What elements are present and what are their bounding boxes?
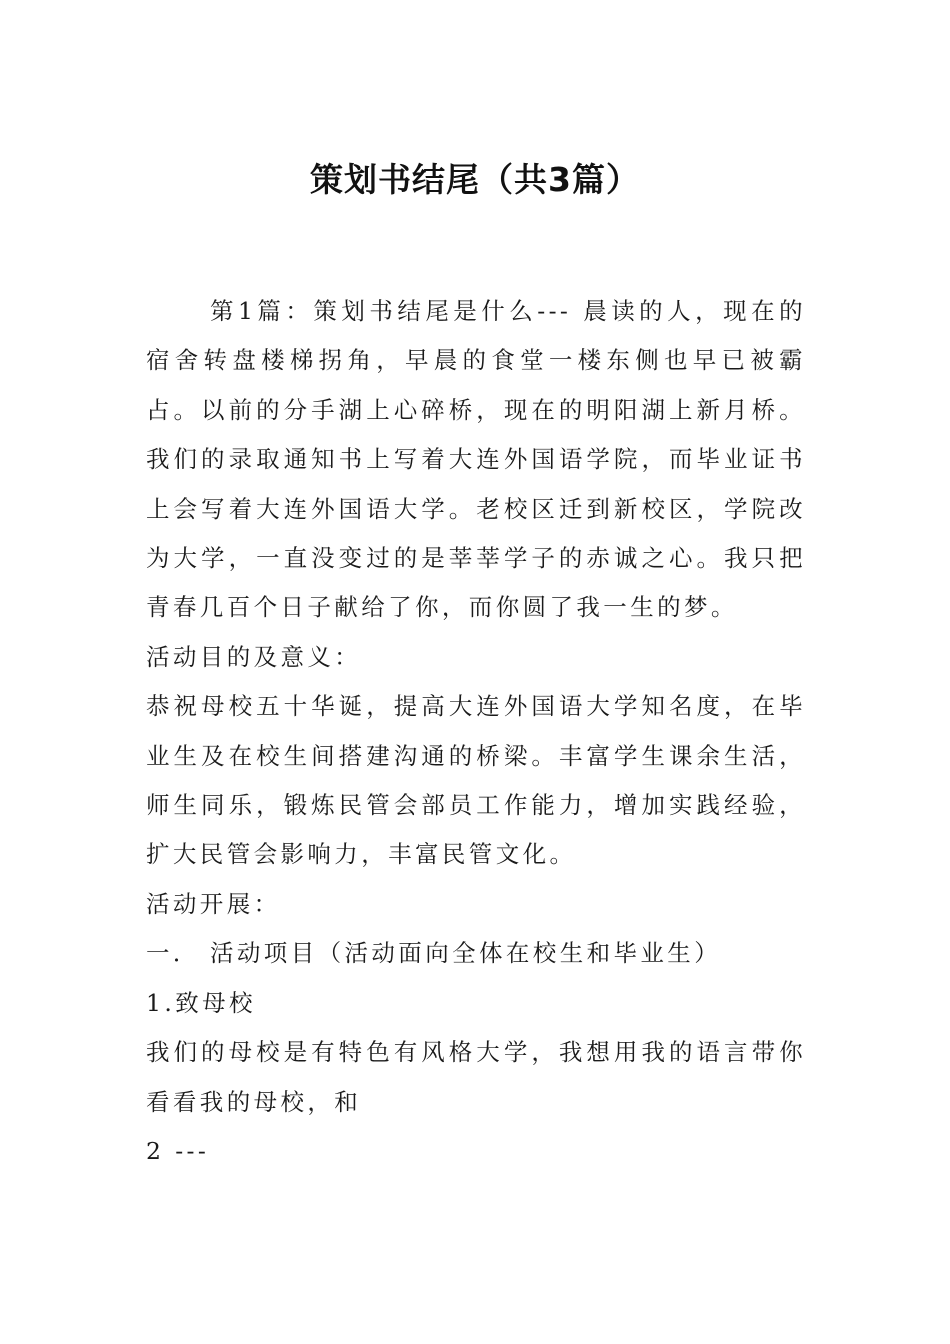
item-one-paragraph: 我们的母校是有特色有风格大学，我想用我的语言带你看看我的母校，和 xyxy=(146,1038,806,1116)
section-one-line xyxy=(146,929,806,978)
purpose-heading: 活动目的及意义： xyxy=(146,642,362,671)
section-one-number: 一． xyxy=(146,939,200,968)
document-body xyxy=(146,287,806,1176)
purpose-paragraph: 恭祝母校五十华诞，提高大连外国语大学知名度，在毕业生及在校生间搭建沟通的桥梁。丰富学生课余生活，师生同乐，锻炼民管会部员工作能力，增加实践经验，扩大民管会影响力，丰富民管文化。 xyxy=(146,692,806,869)
section-one-text: 活动项目（活动面向全体在校生和毕业生） xyxy=(210,939,722,968)
item-one-heading: 1.致母校 xyxy=(146,988,256,1017)
activity-heading: 活动开展： xyxy=(146,889,281,918)
intro-paragraph: 第1篇：策划书结尾是什么--- 晨读的人，现在的宿舍转盘楼梯拐角，早晨的食堂一楼东侧也早已被霸占。以前的分手湖上心碎桥，现在的明阳湖上新月桥。我们的录取通知书上写着大连外国语学院，而毕业证书上会写着大连外国语大学。老校区迁到新校区，学院改为大学，一直没变过的是莘莘学子的赤诚之心。我只把青春几百个日子献给了你，而你圆了我一生的梦。 xyxy=(146,297,806,622)
document-title: 策划书结尾（共3篇） xyxy=(310,160,640,199)
footer-fragment: 2 --- xyxy=(146,1136,210,1165)
